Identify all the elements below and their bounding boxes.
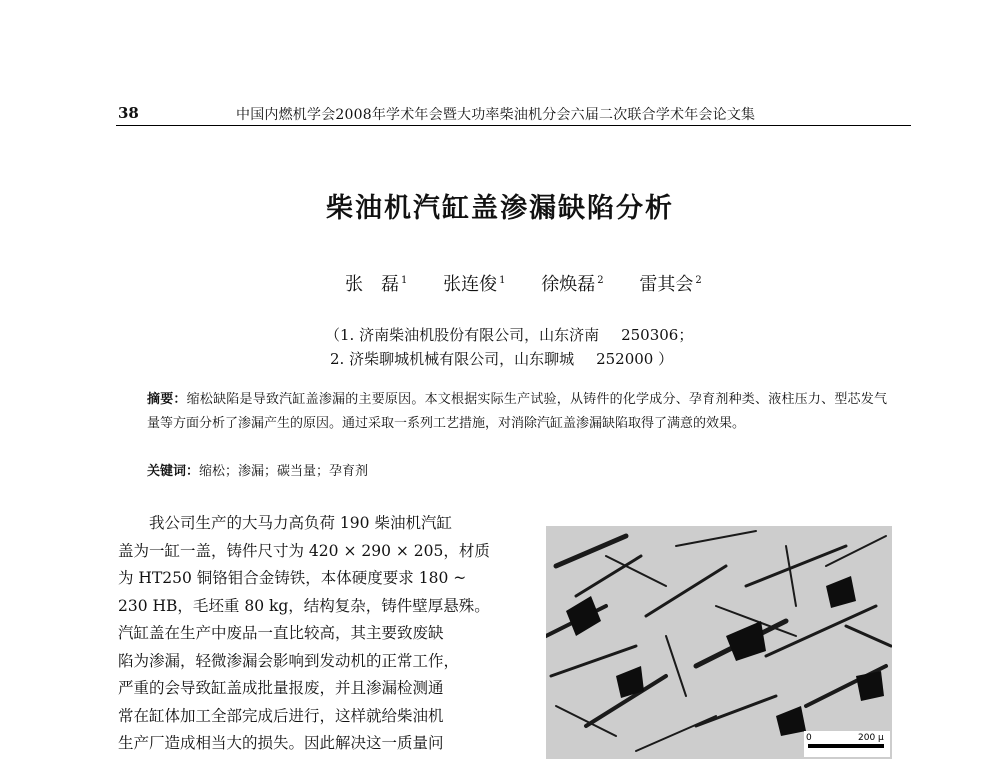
body-line: 生产厂造成相当大的损失。因此解决这一质量问 [118, 734, 444, 752]
keywords-label: 关键词： [147, 464, 200, 479]
abstract [147, 388, 887, 436]
body-line: 常在缸体加工全部完成后进行，这样就给柴油机 [118, 706, 444, 725]
author: 张连俊 $^1$ [443, 274, 506, 295]
body-line: 汽缸盖在生产中废品一直比较高，其主要致废缺 [118, 624, 444, 642]
body-line: 盖为一缸一盖，铸件尺寸为 420 × 290 × 205，材质 [118, 541, 490, 560]
micrograph-image [546, 526, 892, 759]
page-number: 38 [118, 104, 139, 122]
abstract-text: 缩松缺陷是导致汽缸盖渗漏的主要原因。本文根据实际生产试验，从铸件的化学成分、孕育剂种类、液柱压力、型芯发气量等方面分析了渗漏产生的原因。通过采取一系列工艺措施，对消除汽缸盖渗漏缺陷取得了满意的效果。 [147, 392, 887, 431]
paper-title: 柴油机汽缸盖渗漏缺陷分析 [326, 193, 674, 224]
body-text [118, 510, 498, 758]
scale-end-label: 200 μ [858, 733, 884, 743]
abstract-label: 摘要： [147, 392, 187, 407]
header-rule [116, 125, 911, 126]
micrograph-figure [546, 526, 892, 759]
author: 张 磊 $^1$ [345, 274, 408, 295]
affiliation-1: （1. 济南柴油机股份有限公司，山东济南 250306； [325, 326, 694, 344]
body-line: 我公司生产的大马力高负荷 190 柴油机汽缸 [118, 514, 452, 532]
body-line: 230 HB，毛坯重 80 kg，结构复杂，铸件壁厚悬殊。 [118, 596, 490, 615]
running-header: 中国内燃机学会2008年学术年会暨大功率柴油机分会六届二次联合学术年会论文集 [236, 107, 756, 123]
body-line: 陷为渗漏，轻微渗漏会影响到发动机的正常工作， [118, 651, 460, 670]
body-line: 严重的会导致缸盖成批量报废，并且渗漏检测通 [118, 679, 444, 697]
body-line: 为 HT250 铜铬钼合金铸铁，本体硬度要求 180 ~ [118, 569, 467, 587]
keywords-text: 缩松；渗漏；碳当量；孕育剂 [199, 464, 369, 479]
author: 徐焕磊 $^2$ [541, 274, 604, 295]
scale-start-label: 0 [806, 733, 812, 743]
affiliation-2: 2. 济柴聊城机械有限公司，山东聊城 252000 ） [330, 350, 674, 368]
keywords [147, 460, 368, 479]
author: 雷其会 $^2$ [639, 274, 702, 295]
author-list [345, 270, 732, 296]
